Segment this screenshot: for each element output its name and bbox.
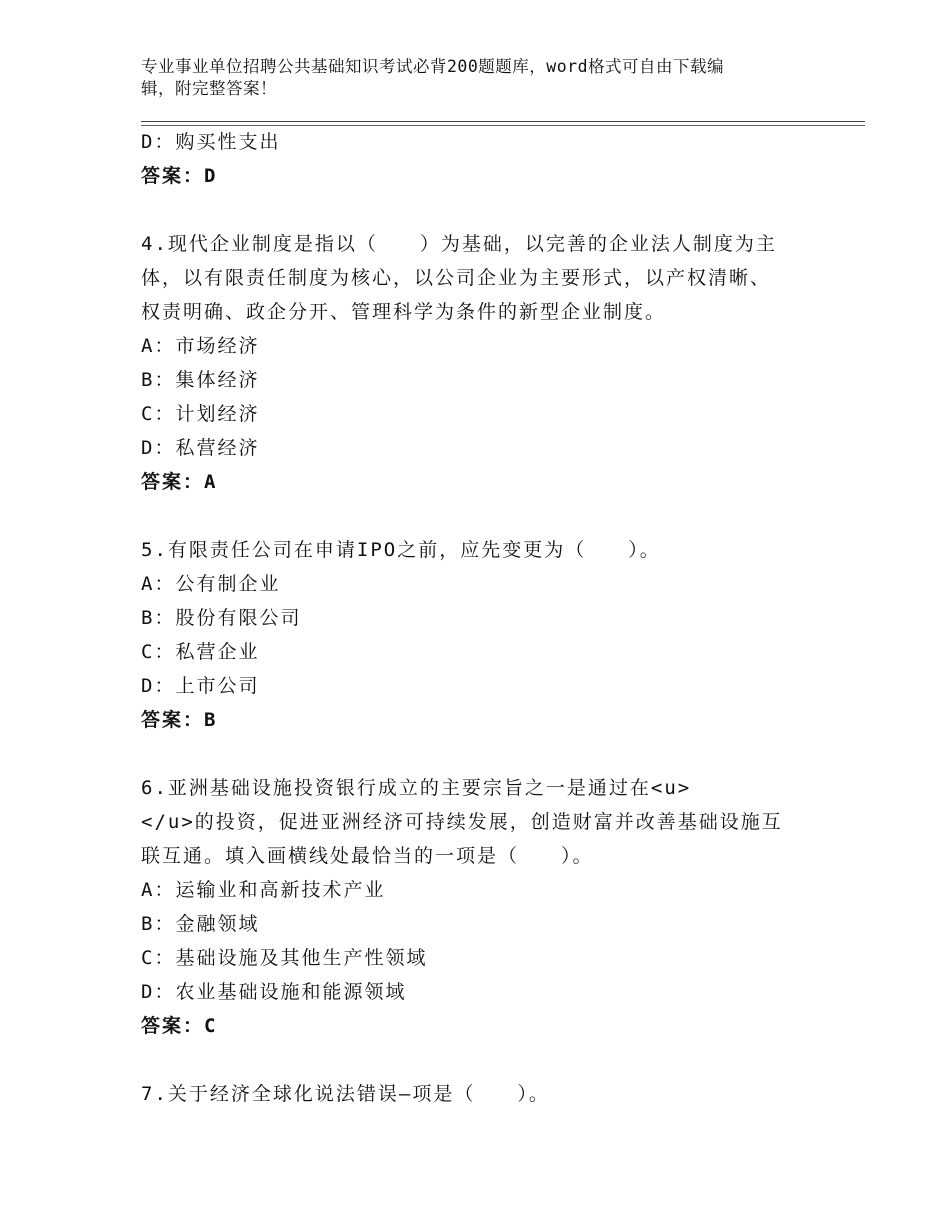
q5-stem-line-1: 5.有限责任公司在申请IPO之前，应先变更为（ ）。 <box>141 539 661 561</box>
header-line-1: 专业事业单位招聘公共基础知识考试必背200题题库，word格式可自由下载编 <box>141 57 725 76</box>
q5-option-d: D：上市公司 <box>141 675 260 697</box>
q6-option-a: A：运输业和高新技术产业 <box>141 879 386 901</box>
q4-stem-line-1: 4.现代企业制度是指以（ ）为基础，以完善的企业法人制度为主 <box>141 233 777 255</box>
q5-option-b: B：股份有限公司 <box>141 607 302 629</box>
q4-stem-line-2: 体，以有限责任制度为核心，以公司企业为主要形式，以产权清晰、 <box>141 267 772 289</box>
q7-stem-line-1: 7.关于经济全球化说法错误—项是（ ）。 <box>141 1083 550 1105</box>
q4-option-c: C：计划经济 <box>141 403 260 425</box>
q4-answer: 答案：A <box>141 471 218 493</box>
q4-stem-line-3: 权责明确、政企分开、管理科学为条件的新型企业制度。 <box>141 301 667 323</box>
q6-stem-line-3: 联互通。填入画横线处最恰当的一项是（ ）。 <box>141 845 594 867</box>
q4-option-a: A：市场经济 <box>141 335 260 357</box>
q6-option-d: D：农业基础设施和能源领域 <box>141 981 407 1003</box>
q4-option-b: B：集体经济 <box>141 369 260 391</box>
header-line-2: 辑，附完整答案！ <box>141 79 277 98</box>
q5-answer: 答案：B <box>141 709 218 731</box>
q6-stem-line-2: </u>的投资，促进亚洲经济可持续发展，创造财富并改善基础设施互 <box>141 811 783 833</box>
q6-option-c: C：基础设施及其他生产性领域 <box>141 947 428 969</box>
header-rule-top <box>141 121 865 122</box>
document-header <box>141 56 791 100</box>
spacer <box>141 499 801 533</box>
spacer <box>141 193 801 227</box>
q6-stem-line-1: 6.亚洲基础设施投资银行成立的主要宗旨之一是通过在<u> <box>141 777 692 799</box>
spacer <box>141 737 801 771</box>
q3-option-d: D：购买性支出 <box>141 131 281 153</box>
q6-answer: 答案：C <box>141 1015 218 1037</box>
spacer <box>141 1043 801 1077</box>
q5-option-a: A：公有制企业 <box>141 573 281 595</box>
q6-option-b: B：金融领域 <box>141 913 260 935</box>
q4-option-d: D：私营经济 <box>141 437 260 459</box>
document-body <box>141 125 801 1111</box>
q5-option-c: C：私营企业 <box>141 641 260 663</box>
q3-answer: 答案：D <box>141 165 218 187</box>
